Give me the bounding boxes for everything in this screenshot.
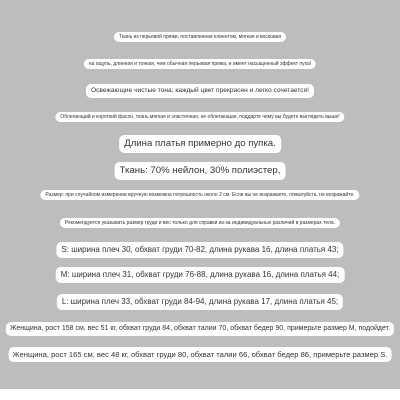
- model-example-m: Женщина, рост 158 см, вес 51 кг, обхват груди 84, обхват талии 70, обхват бедер 90, примерьте размер M, подойдет.: [6, 322, 394, 336]
- size-m-line: M: ширина плеч 31, обхват груди 76-88, длина рукава 16, длина платья 44;: [56, 267, 345, 283]
- text-line-composition: Ткань: 70% нейлон, 30% полиэстер,: [115, 162, 286, 180]
- text-line-fabric: Ткань из перьевой пряжи, поставленная клиентом, мягкая и восковая: [114, 32, 286, 42]
- text-line-fit: Облегающий и короткий фасон, ткань мягкая и эластичная, не облегающая, поддарте чему вы будете выглядеть выше!: [55, 112, 344, 122]
- text-line-texture: на ощупь, длинная и тонкая, чем обычная перьевая пряжа, и имеет насыщенный эффект пуха!: [84, 59, 316, 69]
- size-l-line: L: ширина плеч 33, обхват груди 84-94, длина рукава 17, длина платья 45;: [57, 294, 343, 310]
- size-s-line: S: ширина плеч 30, обхват груди 70-82, длина рукава 16, длина платья 43;: [56, 242, 343, 258]
- text-line-colors: Освежающие чистые тона: каждый цвет прекрасен и легко сочетается!: [86, 84, 314, 98]
- text-line-length: Длина платья примерно до пупка.: [119, 135, 281, 153]
- text-line-size-recommendation: Рекомендуется указывать размер груди и вес только для справки из-за индивидуальных различий в размерах тела.: [60, 218, 340, 228]
- model-example-s: Женщина, рост 165 см, вес 48 кг, обхват груди 80, обхват талии 66, обхват бедер 86, примерьте размер S.: [9, 347, 392, 362]
- text-line-measurement-note: Размер: при случайном измерении вручную возможна погрешность около 2 см. Если вы не возражаете, пожалуйста, не возражайте.: [40, 190, 359, 200]
